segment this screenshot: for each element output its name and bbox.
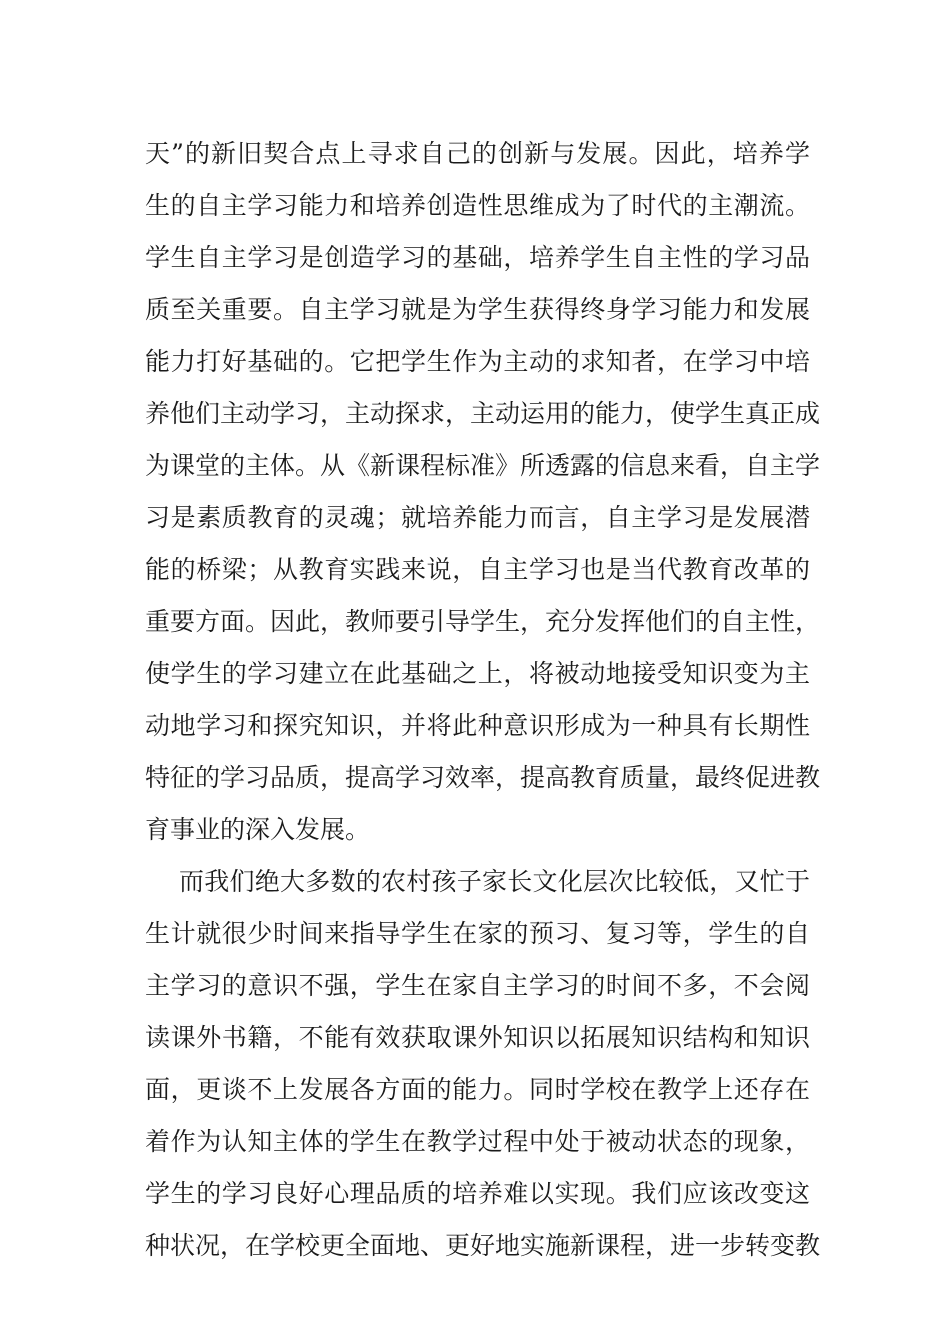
text-line: 养他们主动学习，主动探求，主动运用的能力，使学生真正成 (145, 399, 821, 428)
text-line: 学生的学习良好心理品质的培养难以实现。我们应该改变这 (145, 1179, 810, 1208)
text-line: 重要方面。因此，教师要引导学生，充分发挥他们的自主性， (145, 607, 821, 636)
text-line: 学生自主学习是创造学习的基础，培养学生自主性的学习品 (145, 243, 810, 272)
text-line: 习是素质教育的灵魂；就培养能力而言，自主学习是发展潜 (145, 503, 810, 532)
text-line: 为课堂的主体。从《新课程标准》所透露的信息来看，自主学 (145, 451, 821, 480)
text-line: 读课外书籍，不能有效获取课外知识以拓展知识结构和知识 (145, 1023, 810, 1052)
body-text (145, 128, 821, 1272)
text-line: 面，更谈不上发展各方面的能力。同时学校在教学上还存在 (145, 1075, 810, 1104)
paragraph-2 (145, 856, 821, 1272)
text-line: 使学生的学习建立在此基础之上，将被动地接受知识变为主 (145, 659, 810, 688)
text-line: 动地学习和探究知识，并将此种意识形成为一种具有长期性 (145, 711, 810, 740)
text-line: 能的桥梁；从教育实践来说，自主学习也是当代教育改革的 (145, 555, 810, 584)
text-line: 育事业的深入发展。 (145, 815, 371, 844)
text-line: 天”的新旧契合点上寻求自己的创新与发展。因此，培养学 (145, 139, 810, 168)
paragraph-1 (145, 128, 821, 856)
text-line: 质至关重要。自主学习就是为学生获得终身学习能力和发展 (145, 295, 810, 324)
text-line: 而我们绝大多数的农村孩子家长文化层次比较低，又忙于 (179, 867, 810, 896)
text-line: 种状况，在学校更全面地、更好地实施新课程，进一步转变教 (145, 1231, 821, 1260)
text-line: 着作为认知主体的学生在教学过程中处于被动状态的现象， (145, 1127, 810, 1156)
text-line: 特征的学习品质，提高学习效率，提高教育质量，最终促进教 (145, 763, 821, 792)
text-line: 主学习的意识不强，学生在家自主学习的时间不多，不会阅 (145, 971, 810, 1000)
text-line: 生的自主学习能力和培养创造性思维成为了时代的主潮流。 (145, 191, 810, 220)
text-line: 能力打好基础的。它把学生作为主动的求知者，在学习中培 (145, 347, 810, 376)
text-line: 生计就很少时间来指导学生在家的预习、复习等，学生的自 (145, 919, 810, 948)
